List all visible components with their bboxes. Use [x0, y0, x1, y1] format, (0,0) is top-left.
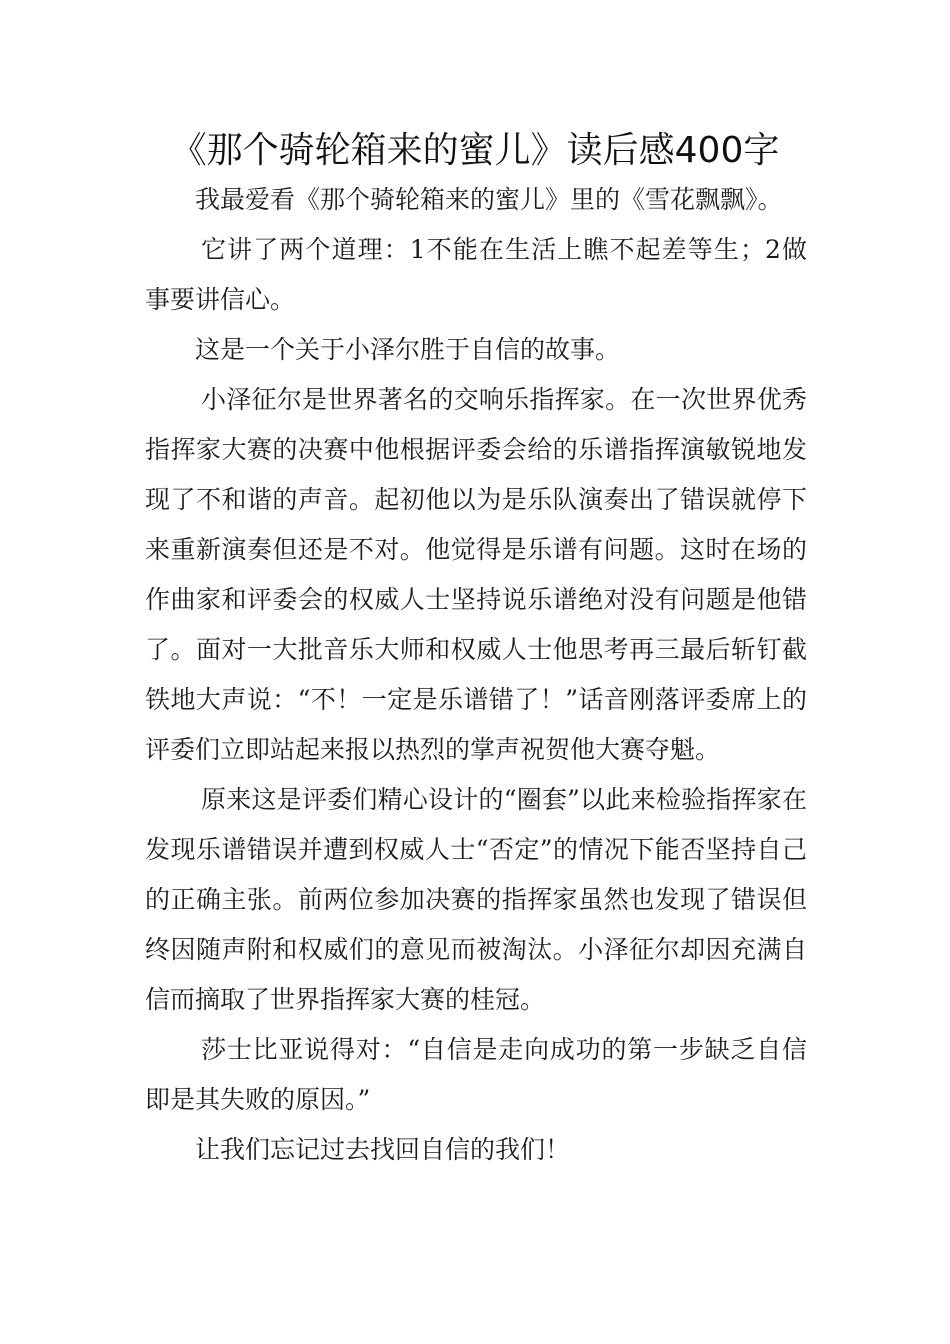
paragraph-2: 它讲了两个道理：1不能在生活上瞧不起差等生；2做事要讲信心。	[145, 235, 807, 314]
paragraph-6: 莎士比亚说得对：“自信是走向成功的第一步缺乏自信即是其失败的原因。”	[145, 1035, 807, 1114]
paragraph-4: 小泽征尔是世界著名的交响乐指挥家。在一次世界优秀指挥家大赛的决赛中他根据评委会给的乐谱指挥演敏锐地发现了不和谐的声音。起初他以为是乐队演奏出了错误就停下来重新演奏但还是不对。他觉得是乐谱有问题。这时在场的作曲家和评委会的权威人士坚持说乐谱绝对没有问题是他错了。面对一大批音乐大师和权威人士他思考再三最后斩钉截铁地大声说：“不！一定是乐谱错了！”话音刚落评委席上的评委们立即站起来报以热烈的掌声祝贺他大赛夺魁。	[145, 385, 807, 764]
paragraph-7: 让我们忘记过去找回自信的我们！	[195, 1135, 571, 1164]
document-title: 《那个骑轮箱来的蜜儿》读后感400字	[170, 130, 780, 171]
paragraph-1: 我最爱看《那个骑轮箱来的蜜儿》里的《雪花飘飘》。	[195, 185, 783, 214]
document-body	[145, 175, 807, 1175]
paragraph-5: 原来这是评委们精心设计的“圈套”以此来检验指挥家在发现乐谱错误并遭到权威人士“否定”的情况下能否坚持自己的正确主张。前两位参加决赛的指挥家虽然也发现了错误但终因随声附和权威们的意见而被淘汰。小泽征尔却因充满自信而摘取了世界指挥家大赛的桂冠。	[145, 785, 807, 1014]
paragraph-3: 这是一个关于小泽尔胜于自信的故事。	[195, 335, 621, 364]
